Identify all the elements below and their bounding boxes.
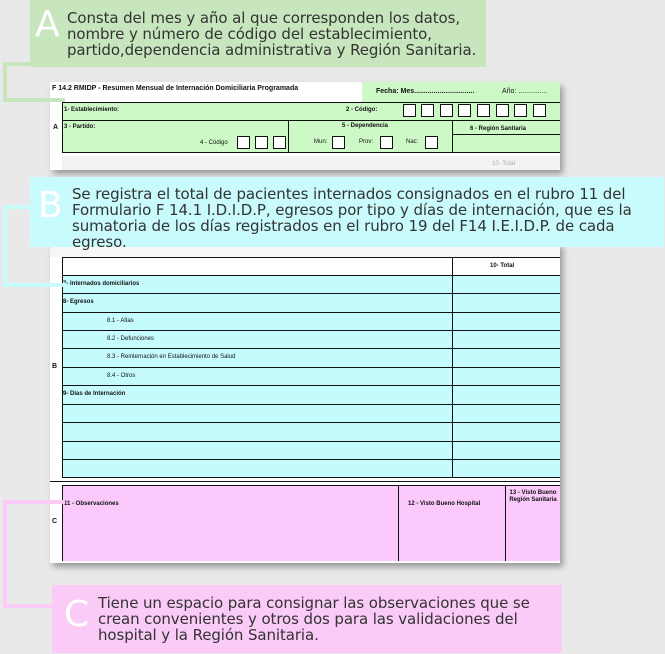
section-c-area — [62, 485, 560, 561]
callout-a-letter: A — [35, 4, 60, 45]
nac-box[interactable] — [425, 136, 438, 149]
codigo-box-5[interactable] — [477, 104, 490, 117]
section-c-letter: C — [52, 518, 58, 525]
fecha-label: Fecha: Mes............................... — [376, 88, 475, 95]
section-a-letter: A — [53, 124, 59, 131]
observaciones-label: 11 - Observaciones — [64, 501, 119, 507]
dependencia-label: 5 - Dependencia — [342, 123, 389, 129]
nac-label: Nac: — [406, 139, 419, 145]
row-otros: 8.4 - Otros — [107, 373, 136, 379]
partido-code-box-3[interactable] — [273, 136, 286, 149]
prov-label: Prov: — [359, 139, 374, 145]
row-reinternacion: 8.3 - Reinternación en Establecimiento de Salud — [107, 354, 236, 360]
codigo-box-6[interactable] — [496, 104, 509, 117]
callout-a-connector — [3, 62, 65, 102]
codigo-label: 2 - Código: — [346, 107, 378, 113]
anio-label: Año: ............... — [502, 88, 548, 95]
codigo-box-3[interactable] — [440, 104, 453, 117]
form-sheet-top — [50, 82, 560, 170]
total-header: 10- Total — [490, 263, 515, 269]
form-sheet-main — [50, 243, 560, 563]
establecimiento-label: 1- Establecimiento: — [64, 107, 120, 113]
partido-code-box-1[interactable] — [237, 136, 250, 149]
callout-b-letter: B — [38, 185, 63, 226]
callout-c — [52, 585, 562, 653]
callout-a-text: Consta del mes y año al que corresponden los datos, nombre y número de código del establecimiento, partido,dependencia administrativa y Región Sanitaria. — [67, 9, 477, 59]
mun-box[interactable] — [332, 136, 345, 149]
row-defunciones: 8.2 - Defunciones — [107, 336, 155, 342]
row-internados: 7- Internados domiciliarios — [63, 281, 140, 287]
region-label: 6 - Región Sanitaria — [470, 126, 527, 132]
codigo-box-2[interactable] — [421, 104, 434, 117]
codigo-box-7[interactable] — [514, 104, 527, 117]
row-dias-internacion: 9- Días de Internación — [63, 391, 126, 397]
partial-total-label: 10- Total — [492, 161, 515, 167]
prov-box[interactable] — [380, 136, 393, 149]
partido-code-box-2[interactable] — [255, 136, 268, 149]
visto-region-label: 13 - Visto Bueno Región Sanitaria — [509, 490, 557, 503]
mun-label: Mun: — [314, 139, 328, 145]
row-egresos: 8- Egresos — [63, 299, 94, 305]
codigo-box-1[interactable] — [403, 104, 416, 117]
callout-a — [30, 0, 486, 67]
codigo-box-4[interactable] — [458, 104, 471, 117]
codigo-box-8[interactable] — [533, 104, 546, 117]
callout-b-text: Se registra el total de pacientes internados consignados en el rubro 11 del Formulario F 14.1 I.D.I.D.P, egresos por tipo y días de internación, que es la sumatoria de los días registrados en el rubro 19 del F14 I.E.I.D.P. de cada egreso. — [72, 185, 632, 251]
visto-hospital-label: 12 - Visto Bueno Hospital — [408, 501, 481, 507]
callout-c-text: Tiene un espacio para consignar las observaciones que se crean convenientes y otros dos para las validaciones del hospital y la Región Sanitaria. — [98, 594, 530, 644]
callout-b — [30, 177, 664, 251]
row-altas: 8.1 - Altas — [107, 318, 134, 324]
form-title: F 14.2 RMIDP - Resumen Mensual de Internación Domiciliaria Programada — [52, 85, 299, 92]
section-b-letter: B — [52, 363, 58, 370]
partido-label: 3 - Partido: — [64, 124, 96, 130]
callout-c-letter: C — [64, 594, 90, 635]
codigo4-label: 4 - Código — [200, 140, 228, 146]
